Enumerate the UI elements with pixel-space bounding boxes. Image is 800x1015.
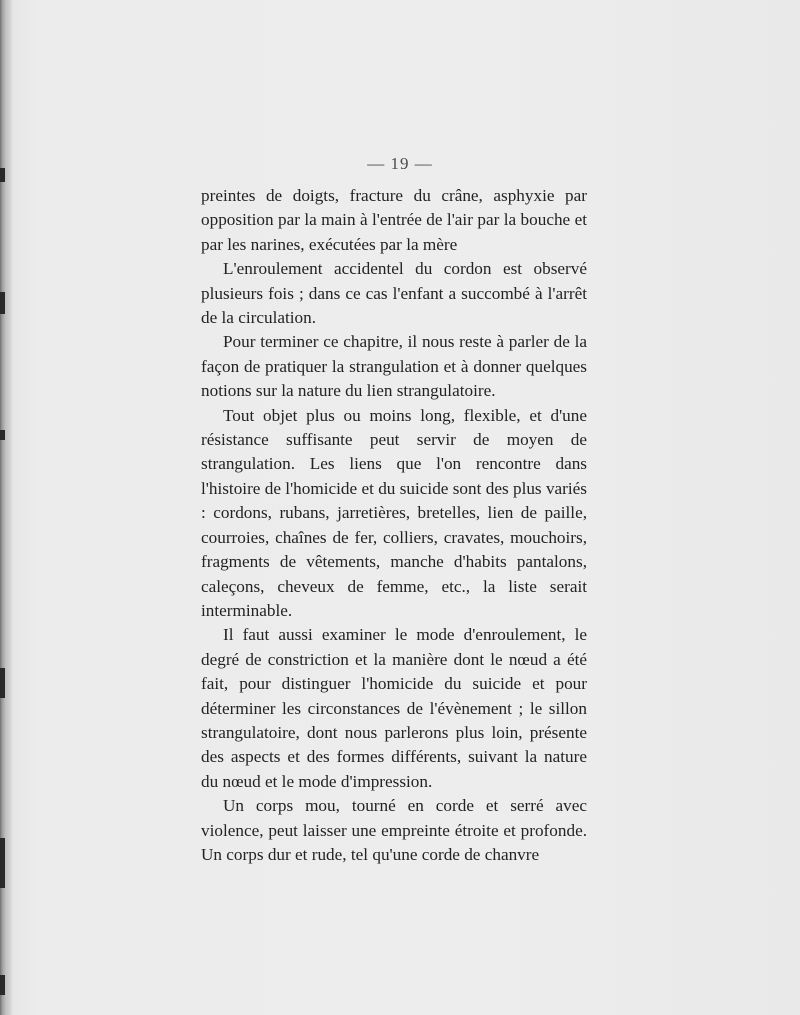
paragraph: Il faut aussi examiner le mode d'enroulement, le degré de constriction et la manière dont le nœud a été fait, pour distinguer l'homicide du suicide et pour déterminer les circonstances de l'évènement ; le sillon strangulatoire, dont nous parlerons plus loin, présente des aspects et des formes différents, suivant la nature du nœud et le mode d'impression. — [201, 625, 587, 791]
binding-mark — [0, 292, 5, 314]
paragraph: L'enroulement accidentel du cordon est observé plusieurs fois ; dans ce cas l'enfant a succombé à l'arrêt de la circulation. — [201, 259, 587, 328]
binding-mark — [0, 838, 5, 888]
paragraph: Pour terminer ce chapitre, il nous reste à parler de la façon de pratiquer la strangulation et à donner quelques notions sur la nature du lien strangulatoire. — [201, 332, 587, 401]
page-number: — 19 — — [367, 154, 433, 173]
body-text — [201, 184, 587, 867]
binding-mark — [0, 668, 5, 698]
binding-mark — [0, 975, 5, 995]
binding-mark — [0, 168, 5, 182]
paragraph: Un corps mou, tourné en corde et serré avec violence, peut laisser une empreinte étroite et profonde. Un corps dur et rude, tel qu'une corde de chanvre — [201, 796, 587, 864]
paragraph: Tout objet plus ou moins long, flexible, et d'une résistance suffisante peut servir de moyen de strangulation. Les liens que l'on rencontre dans l'histoire de l'homicide et du suicide sont des plus variés : cordons, rubans, jarretières, bretelles, lien de paille, courroies, chaînes de fer, colliers, cravates, mouchoirs, fragments de vêtements, manche d'habits pantalons, caleçons, cheveux de femme, etc., la liste serait interminable. — [201, 405, 587, 620]
binding-mark — [0, 430, 5, 440]
paragraph: preintes de doigts, fracture du crâne, asphyxie par opposition par la main à l'entrée de l'air par la bouche et par les narines, exécutées par la mère — [201, 186, 587, 254]
